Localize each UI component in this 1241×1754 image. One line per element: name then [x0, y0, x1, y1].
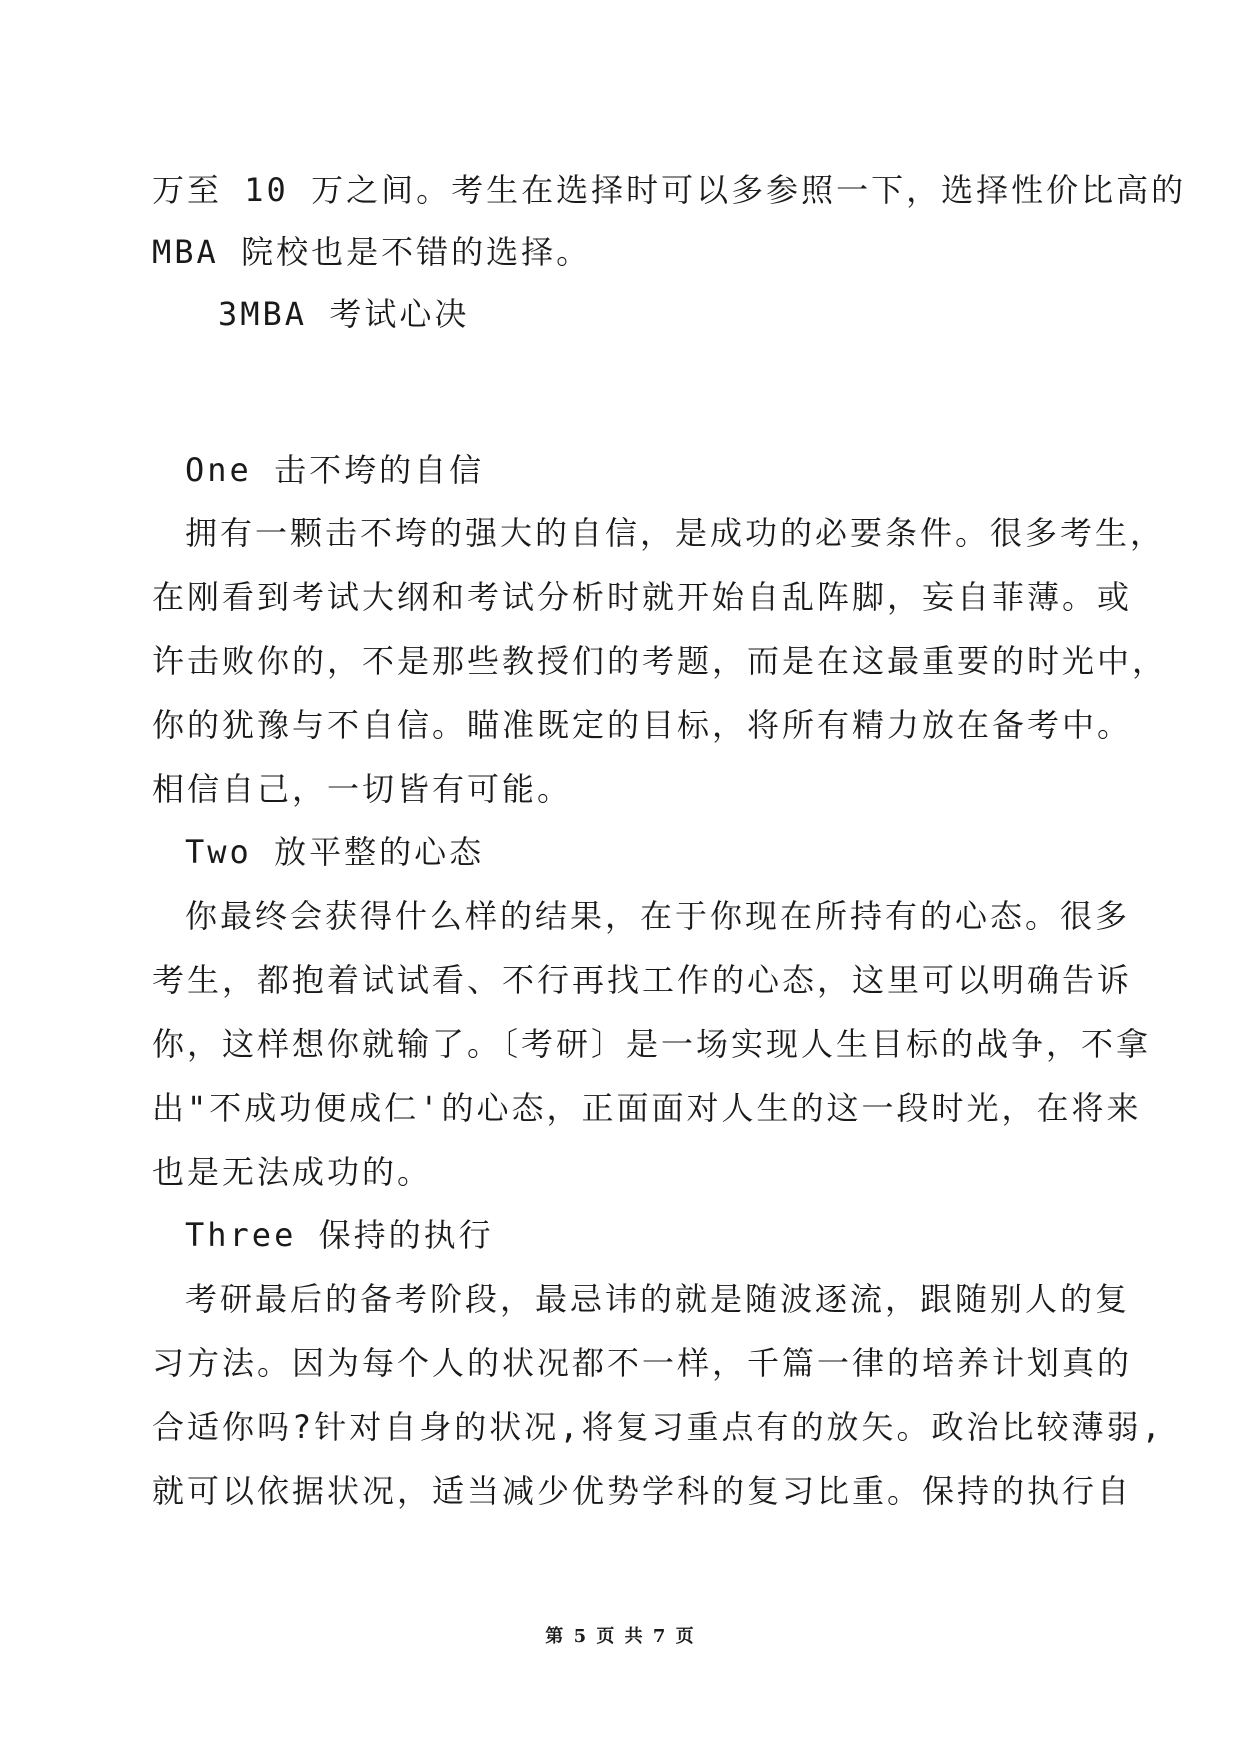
body-text-line: 你最终会获得什么样的结果，在于你现在所持有的心态。很多 — [185, 897, 1131, 935]
body-text-line: 你，这样想你就输了。〔考研〕是一场实现人生目标的战争，不拿 — [152, 1025, 1152, 1063]
subheading-one: One 击不垮的自信 — [185, 451, 485, 489]
body-text-line: 万至 10 万之间。考生在选择时可以多参照一下，选择性价比高的 — [152, 171, 1187, 209]
body-text-line: 出"不成功便成仁'的心态，正面面对人生的这一段时光，在将来 — [152, 1089, 1142, 1127]
body-text-line: 在刚看到考试大纲和考试分析时就开始自乱阵脚，妄自菲薄。或 — [152, 578, 1133, 616]
body-text-line: 考研最后的备考阶段，最忌讳的就是随波逐流，跟随别人的复 — [185, 1280, 1131, 1318]
section-heading: 3MBA 考试心决 — [218, 295, 470, 333]
body-text-line: 相信自己，一切皆有可能。 — [152, 770, 573, 808]
body-text-line: 拥有一颗击不垮的强大的自信，是成功的必要条件。很多考生， — [185, 514, 1166, 552]
body-text-line: 也是无法成功的。 — [152, 1153, 433, 1191]
body-text-line: MBA 院校也是不错的选择。 — [152, 233, 592, 271]
body-text-line: 考生，都抱着试试看、不行再找工作的心态，这里可以明确告诉 — [152, 961, 1133, 999]
body-text-line: 合适你吗?针对自身的状况,将复习重点有的放矢。政治比较薄弱, — [152, 1408, 1164, 1446]
page-number-footer: 第 5 页 共 7 页 — [545, 1626, 696, 1647]
body-text-line: 就可以依据状况，适当减少优势学科的复习比重。保持的执行自 — [152, 1472, 1133, 1510]
body-text-line: 你的犹豫与不自信。瞄准既定的目标，将所有精力放在备考中。 — [152, 706, 1133, 744]
subheading-two: Two 放平整的心态 — [185, 833, 485, 871]
body-text-line: 许击败你的，不是那些教授们的考题，而是在这最重要的时光中， — [152, 642, 1168, 680]
subheading-three: Three 保持的执行 — [185, 1216, 494, 1254]
body-text-line: 习方法。因为每个人的状况都不一样，千篇一律的培养计划真的 — [152, 1344, 1133, 1382]
